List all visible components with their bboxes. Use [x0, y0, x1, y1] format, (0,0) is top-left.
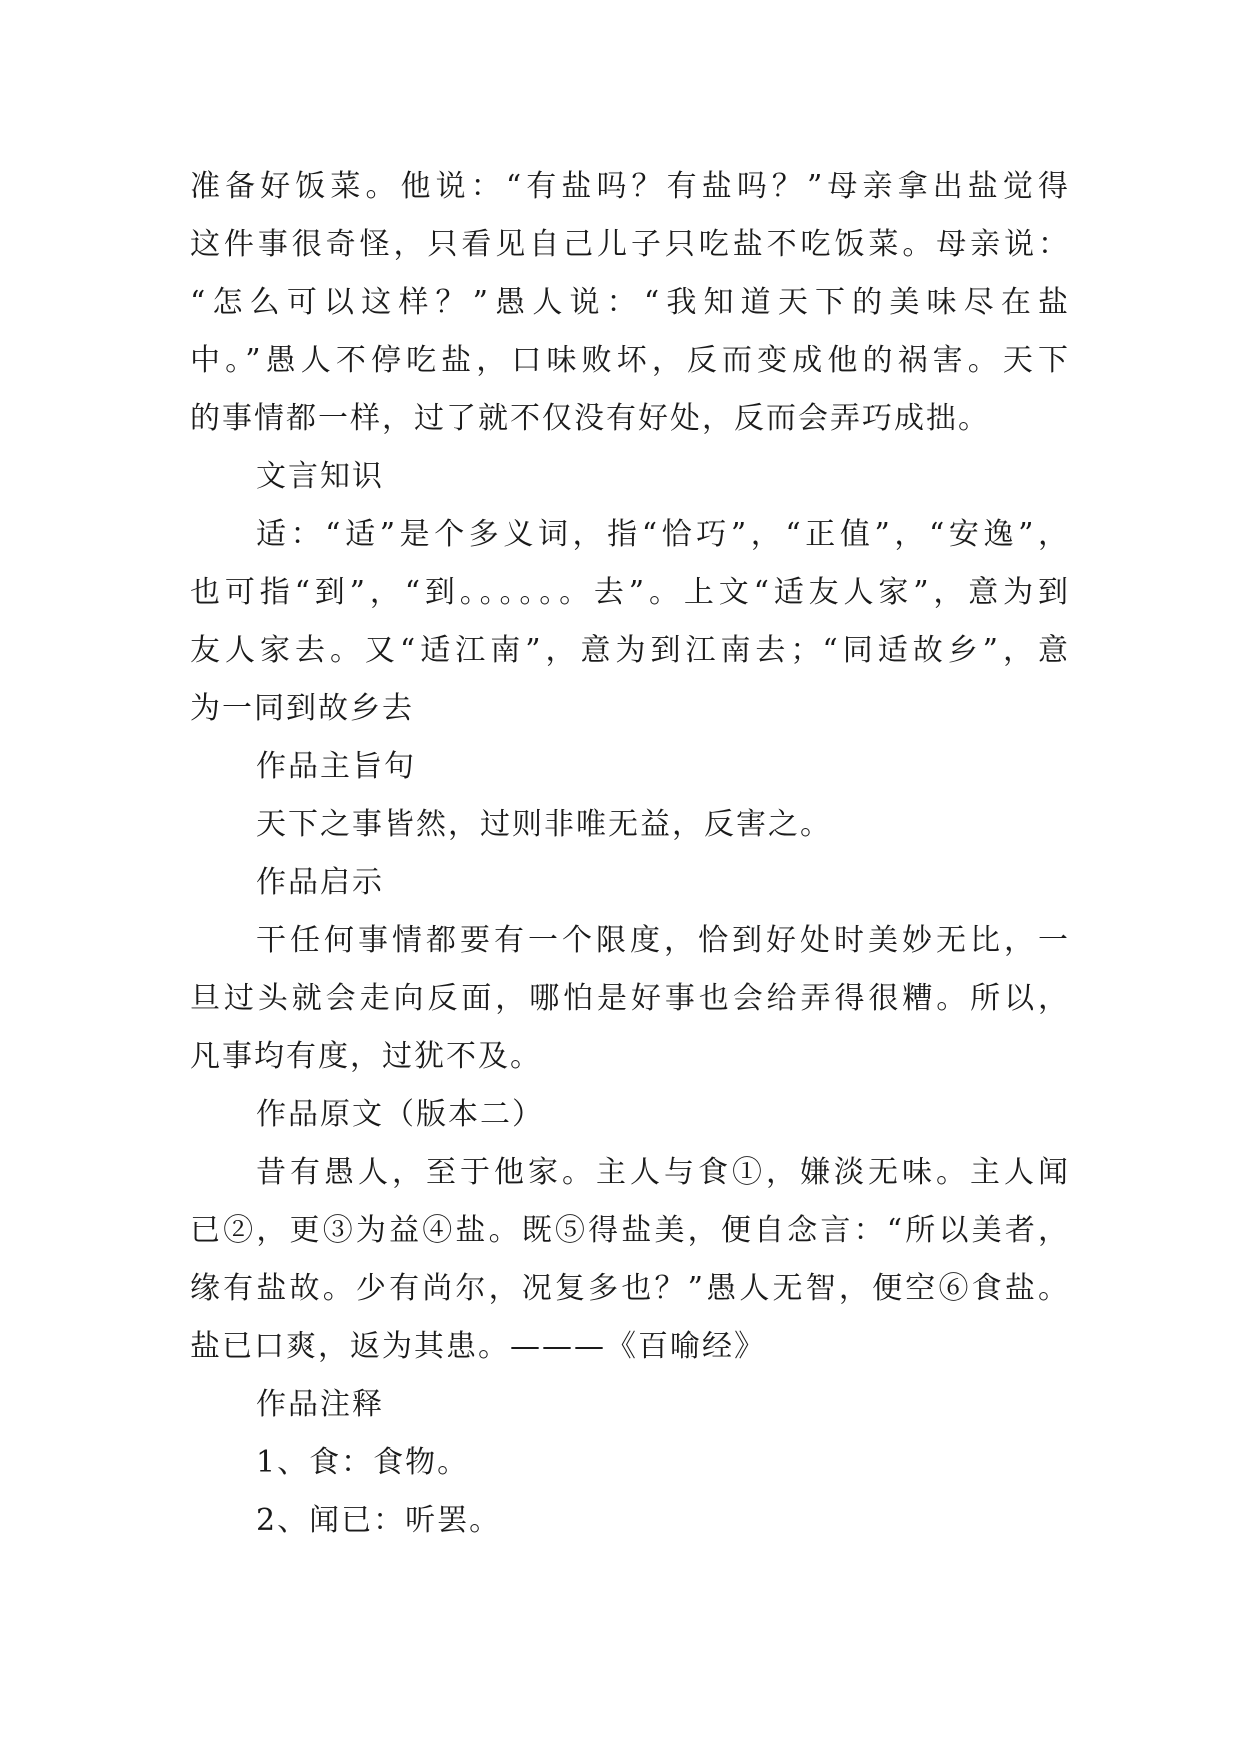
paragraph-line: “怎么可以这样？”愚人说：“我知道天下的美味尽在盐: [190, 285, 1070, 320]
paragraph-line: 适：“适”是个多义词，指“恰巧”，“正值”，“安逸”，: [256, 517, 1070, 552]
paragraph-line: 旦过头就会走向反面，哪怕是好事也会给弄得很糟。所以，: [190, 981, 1070, 1016]
paragraph-line: 缘有盐故。少有尚尔，况复多也？”愚人无智，便空⑥食盐。: [190, 1271, 1070, 1306]
paragraph-line: 已②，更③为益④盐。既⑤得盐美，便自念言：“所以美者，: [190, 1213, 1070, 1248]
paragraph-line: 天下之事皆然，过则非唯无益，反害之。: [256, 807, 832, 842]
paragraph-line: 盐已口爽，返为其患。———《百喻经》: [190, 1329, 766, 1364]
paragraph-line: 为一同到故乡去: [190, 691, 414, 726]
paragraph-line: 昔有愚人，至于他家。主人与食①，嫌淡无味。主人闻: [256, 1155, 1070, 1190]
annotation-item: 1、食：食物。: [256, 1445, 470, 1480]
paragraph-line: 友人家去。又“适江南”，意为到江南去；“同适故乡”，意: [190, 633, 1070, 668]
document-body: [190, 158, 1070, 1550]
paragraph-line: 中。”愚人不停吃盐，口味败坏，反而变成他的祸害。天下: [190, 343, 1070, 378]
paragraph-line: 的事情都一样，过了就不仅没有好处，反而会弄巧成拙。: [190, 401, 990, 436]
section-heading: 作品启示: [256, 865, 384, 900]
section-heading: 作品注释: [256, 1387, 384, 1422]
paragraph-line: 干任何事情都要有一个限度，恰到好处时美妙无比，一: [256, 923, 1070, 958]
paragraph-line: 这件事很奇怪，只看见自己儿子只吃盐不吃饭菜。母亲说：: [190, 227, 1070, 262]
paragraph-line: 也可指“到”，“到。。。。。。去”。上文“适友人家”，意为到: [190, 575, 1070, 610]
annotation-item: 2、闻已：听罢。: [256, 1503, 502, 1538]
paragraph-line: 准备好饭菜。他说：“有盐吗？有盐吗？”母亲拿出盐觉得: [190, 169, 1070, 204]
section-heading: 文言知识: [256, 459, 384, 494]
paragraph-line: 凡事均有度，过犹不及。: [190, 1039, 542, 1074]
section-heading: 作品原文（版本二）: [256, 1097, 544, 1132]
section-heading: 作品主旨句: [256, 749, 416, 784]
